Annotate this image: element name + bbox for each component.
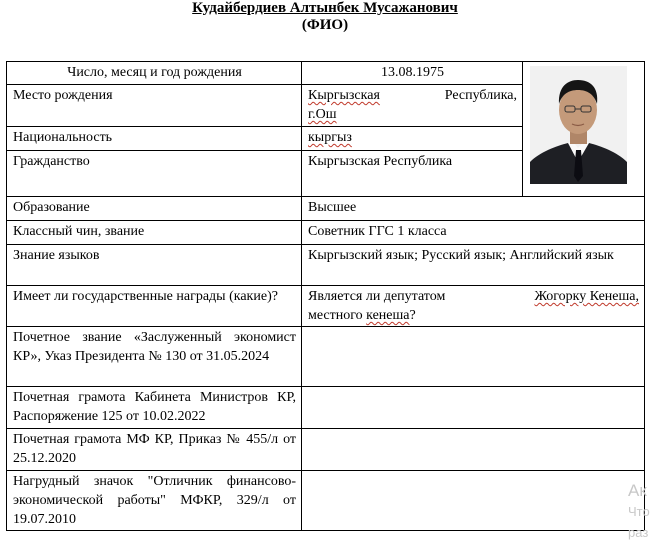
birth-place-country: Кыргызская [308, 88, 380, 103]
rank-label: Классный чин, звание [7, 221, 302, 245]
citizenship-label: Гражданство [7, 151, 302, 197]
portrait-image [530, 66, 627, 184]
education-label: Образование [7, 197, 302, 221]
fio-label: (ФИО) [301, 17, 349, 33]
watermark-line-1: Ак [628, 481, 647, 500]
watermark-line-3: раз [628, 525, 649, 540]
award-item: Почетное звание «Заслуженный экономист КР», Указ Президента № 130 от 31.05.2024 [7, 327, 302, 387]
nationality-label: Национальность [7, 127, 302, 151]
activation-watermark [628, 480, 650, 543]
award-item: Почетная грамота МФ КР, Приказ № 455/л от 25.12.2020 [7, 429, 302, 471]
birth-date-value: 13.08.1975 [302, 62, 523, 85]
birth-place-value [302, 85, 523, 127]
deputy-question [302, 286, 645, 327]
rank-value: Советник ГГС 1 класса [302, 221, 645, 245]
languages-value: Кыргызский язык; Русский язык; Английский язык [302, 245, 645, 286]
deputy-question-part1: Является ли депутатом [308, 289, 446, 304]
birth-date-label: Число, месяц и год рождения [7, 62, 302, 85]
deputy-question-mark: ? [409, 308, 416, 323]
watermark-line-2: Что [628, 504, 650, 519]
award-answer-cell [302, 429, 645, 471]
birth-place-republic: Республика, [444, 88, 517, 103]
nationality-value: кыргыз [308, 130, 352, 145]
award-answer-cell [302, 471, 645, 531]
photo-cell [523, 62, 645, 197]
award-answer-cell [302, 387, 645, 429]
personal-info-table [6, 61, 645, 531]
birth-place-city: г.Ош [308, 107, 337, 122]
award-item: Почетная грамота Кабинета Министров КР, Распоряжение 125 от 10.02.2022 [7, 387, 302, 429]
citizenship-value: Кыргызская Республика [302, 151, 523, 197]
person-full-name: Кудайбердиев Алтынбек Мусажанович [192, 0, 458, 16]
birth-place-label: Место рождения [7, 85, 302, 127]
person-photo [530, 66, 627, 184]
education-value: Высшее [302, 197, 645, 221]
award-answer-cell [302, 327, 645, 387]
deputy-question-local: местного [308, 308, 363, 323]
nationality-value-cell [302, 127, 523, 151]
award-item: Нагрудный значок "Отличник финансово-экономической работы" МФКР, 329/л от 19.07.2010 [7, 471, 302, 531]
awards-question: Имеет ли государственные награды (какие)? [7, 286, 302, 327]
languages-label: Знание языков [7, 245, 302, 286]
deputy-question-council: кенеша [366, 308, 410, 323]
deputy-question-parliament: Жогорку Кенеша, [534, 289, 639, 304]
